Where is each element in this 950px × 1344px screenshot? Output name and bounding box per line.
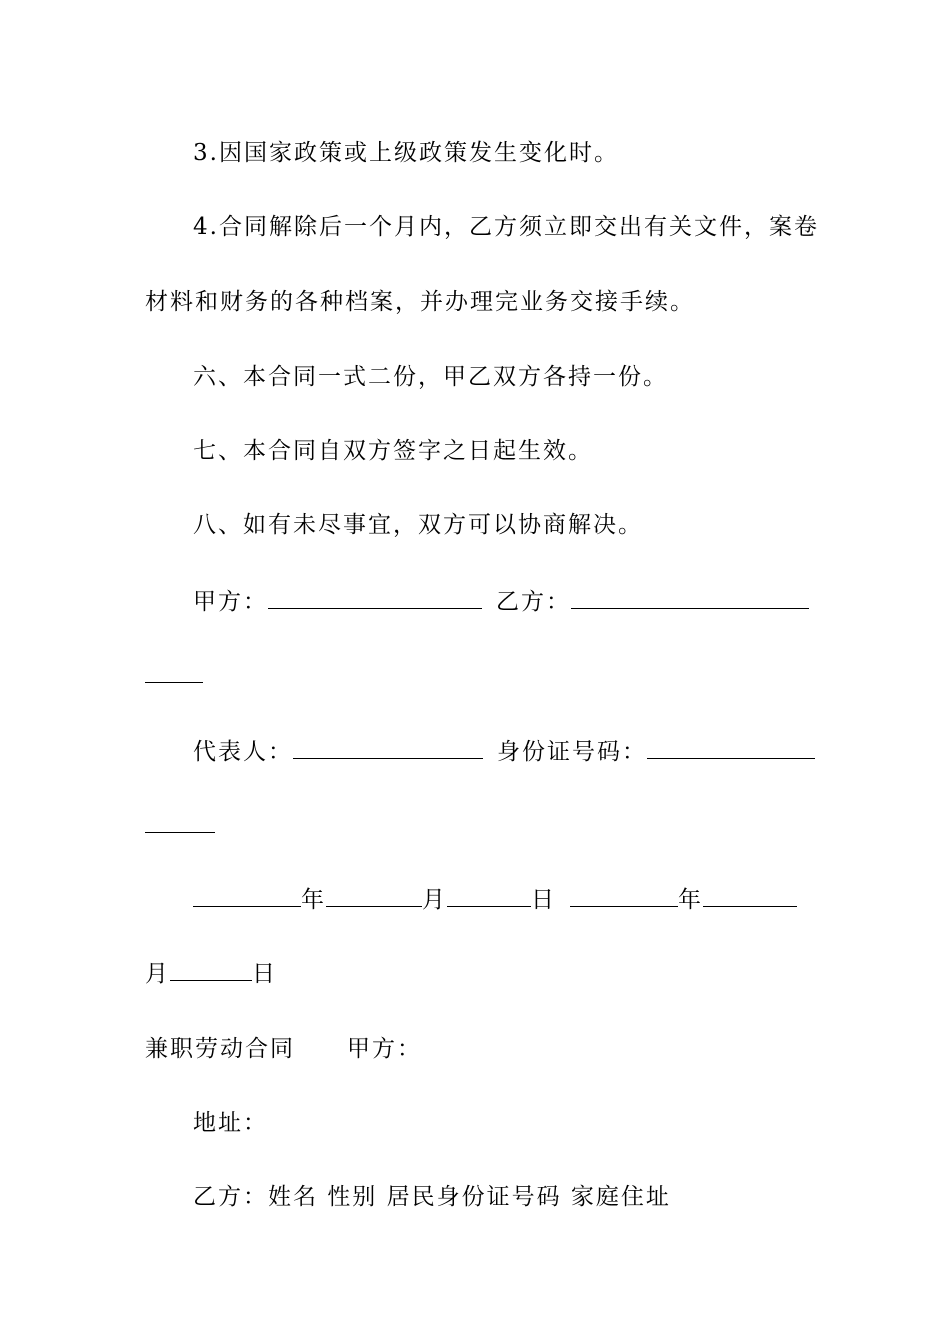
- address-row: 地址：: [193, 1110, 268, 1136]
- id-number-blank-continued-row: [145, 810, 810, 841]
- representative-blank[interactable]: [293, 736, 483, 759]
- next-contract-header-row: [145, 1034, 810, 1064]
- id-number-blank[interactable]: [647, 736, 815, 759]
- date-row-continued: [145, 958, 810, 989]
- party-a-month-blank[interactable]: [326, 884, 422, 907]
- clause-item-4-line-1: 4.合同解除后一个月内，乙方须立即交出有关文件，案卷: [193, 214, 819, 240]
- id-number-blank-continued[interactable]: [145, 810, 215, 833]
- date-row: [193, 884, 810, 915]
- party-b-blank-continued[interactable]: [145, 660, 203, 683]
- party-b-month-blank-partial[interactable]: [703, 884, 797, 907]
- party-b-day-label: 日: [252, 961, 277, 987]
- clause-item-3: 3.因国家政策或上级政策发生变化时。: [193, 140, 619, 166]
- party-signature-row: [193, 586, 810, 617]
- next-contract-title: 兼职劳动合同: [145, 1036, 295, 1062]
- clause-eight: 八、如有未尽事宜，双方可以协商解决。: [193, 512, 643, 538]
- clause-item-4-line-2: 材料和财务的各种档案，并办理完业务交接手续。: [145, 289, 695, 315]
- representative-row: [193, 736, 810, 767]
- party-b-label: 乙方：: [496, 589, 571, 615]
- clause-six: 六、本合同一式二份，甲乙双方各持一份。: [193, 364, 668, 390]
- party-a-label: 甲方：: [193, 589, 268, 615]
- party-a-day-label: 日: [531, 887, 556, 913]
- id-number-label: 身份证号码：: [497, 739, 647, 765]
- next-contract-party-a-label: 甲方：: [347, 1036, 422, 1062]
- representative-label: 代表人：: [193, 739, 293, 765]
- party-a-day-blank[interactable]: [447, 884, 531, 907]
- party-b-blank[interactable]: [571, 586, 809, 609]
- party-a-blank[interactable]: [268, 586, 482, 609]
- party-b-day-blank[interactable]: [170, 958, 252, 981]
- party-a-month-label: 月: [422, 887, 447, 913]
- party-a-year-label: 年: [301, 887, 326, 913]
- party-b-month-label: 月: [145, 961, 170, 987]
- party-a-year-blank[interactable]: [193, 884, 301, 907]
- party-b-year-blank[interactable]: [570, 884, 678, 907]
- party-b-year-label: 年: [678, 887, 703, 913]
- clause-seven: 七、本合同自双方签字之日起生效。: [193, 438, 593, 464]
- party-b-fields-row: 乙方：姓名 性别 居民身份证号码 家庭住址: [193, 1184, 671, 1210]
- party-b-blank-continued-row: [145, 660, 810, 691]
